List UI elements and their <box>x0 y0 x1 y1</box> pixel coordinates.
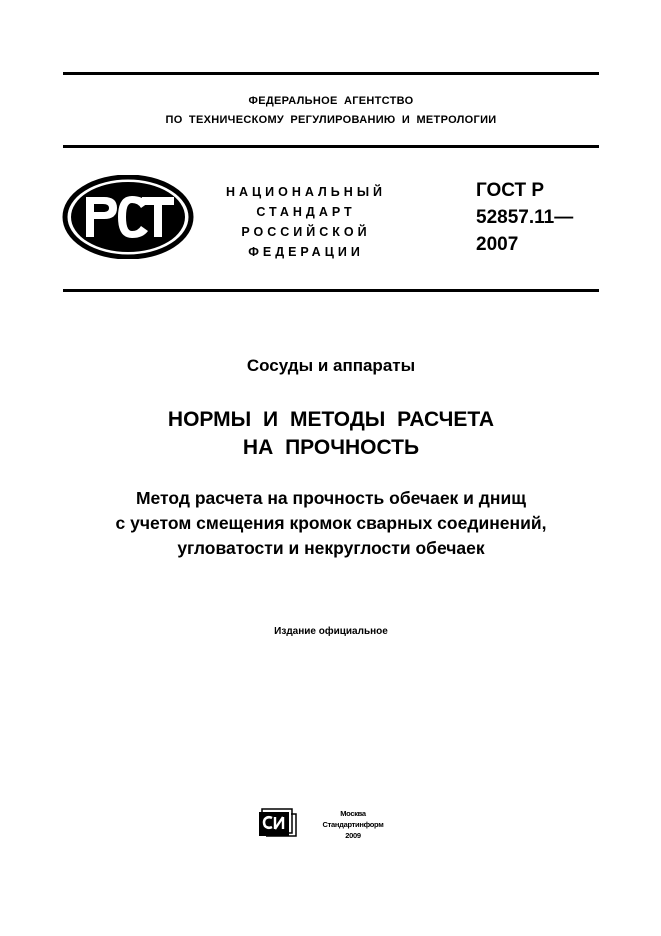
method-line-1: Метод расчета на прочность обечаек и днищ <box>135 488 527 508</box>
method-line-2: с учетом смещения кромок сварных соединений, <box>115 513 547 533</box>
agency-line-2: ПО ТЕХНИЧЕСКОМУ РЕГУЛИРОВАНИЮ И МЕТРОЛОГИИ <box>165 114 497 126</box>
method-subtitle <box>63 486 599 561</box>
gost-number <box>476 177 573 258</box>
standartinform-logo-icon <box>258 808 298 838</box>
header-rule <box>63 145 599 148</box>
rst-logo-icon <box>62 175 194 259</box>
title-line-1: НОРМЫ И МЕТОДЫ РАСЧЕТА <box>167 408 495 431</box>
gost-line-2: 52857.11— <box>476 207 574 228</box>
gost-line-3: 2007 <box>476 234 519 255</box>
document-title <box>63 406 599 462</box>
publisher-city: Москва <box>340 809 366 818</box>
publisher-year: 2009 <box>345 831 361 840</box>
top-rule <box>63 72 599 75</box>
publisher-info <box>300 808 406 841</box>
agency-line-1: ФЕДЕРАЛЬНОЕ АГЕНТСТВО <box>248 95 414 107</box>
subject-heading: Сосуды и аппараты <box>246 356 416 375</box>
block-rule <box>63 289 599 292</box>
title-line-2: НА ПРОЧНОСТЬ <box>242 436 420 459</box>
method-line-3: угловатости и некруглости обечаек <box>177 538 485 558</box>
publisher-name: Стандартинформ <box>322 820 384 829</box>
national-line-4: ФЕДЕРАЦИИ <box>248 245 364 259</box>
national-line-1: НАЦИОНАЛЬНЫЙ <box>225 185 387 199</box>
gost-line-1: ГОСТ Р <box>476 180 545 201</box>
national-standard-label <box>208 182 404 262</box>
national-line-2: СТАНДАРТ <box>256 205 356 219</box>
edition-label: Издание официальное <box>274 626 388 637</box>
national-line-3: РОССИЙСКОЙ <box>241 225 371 239</box>
